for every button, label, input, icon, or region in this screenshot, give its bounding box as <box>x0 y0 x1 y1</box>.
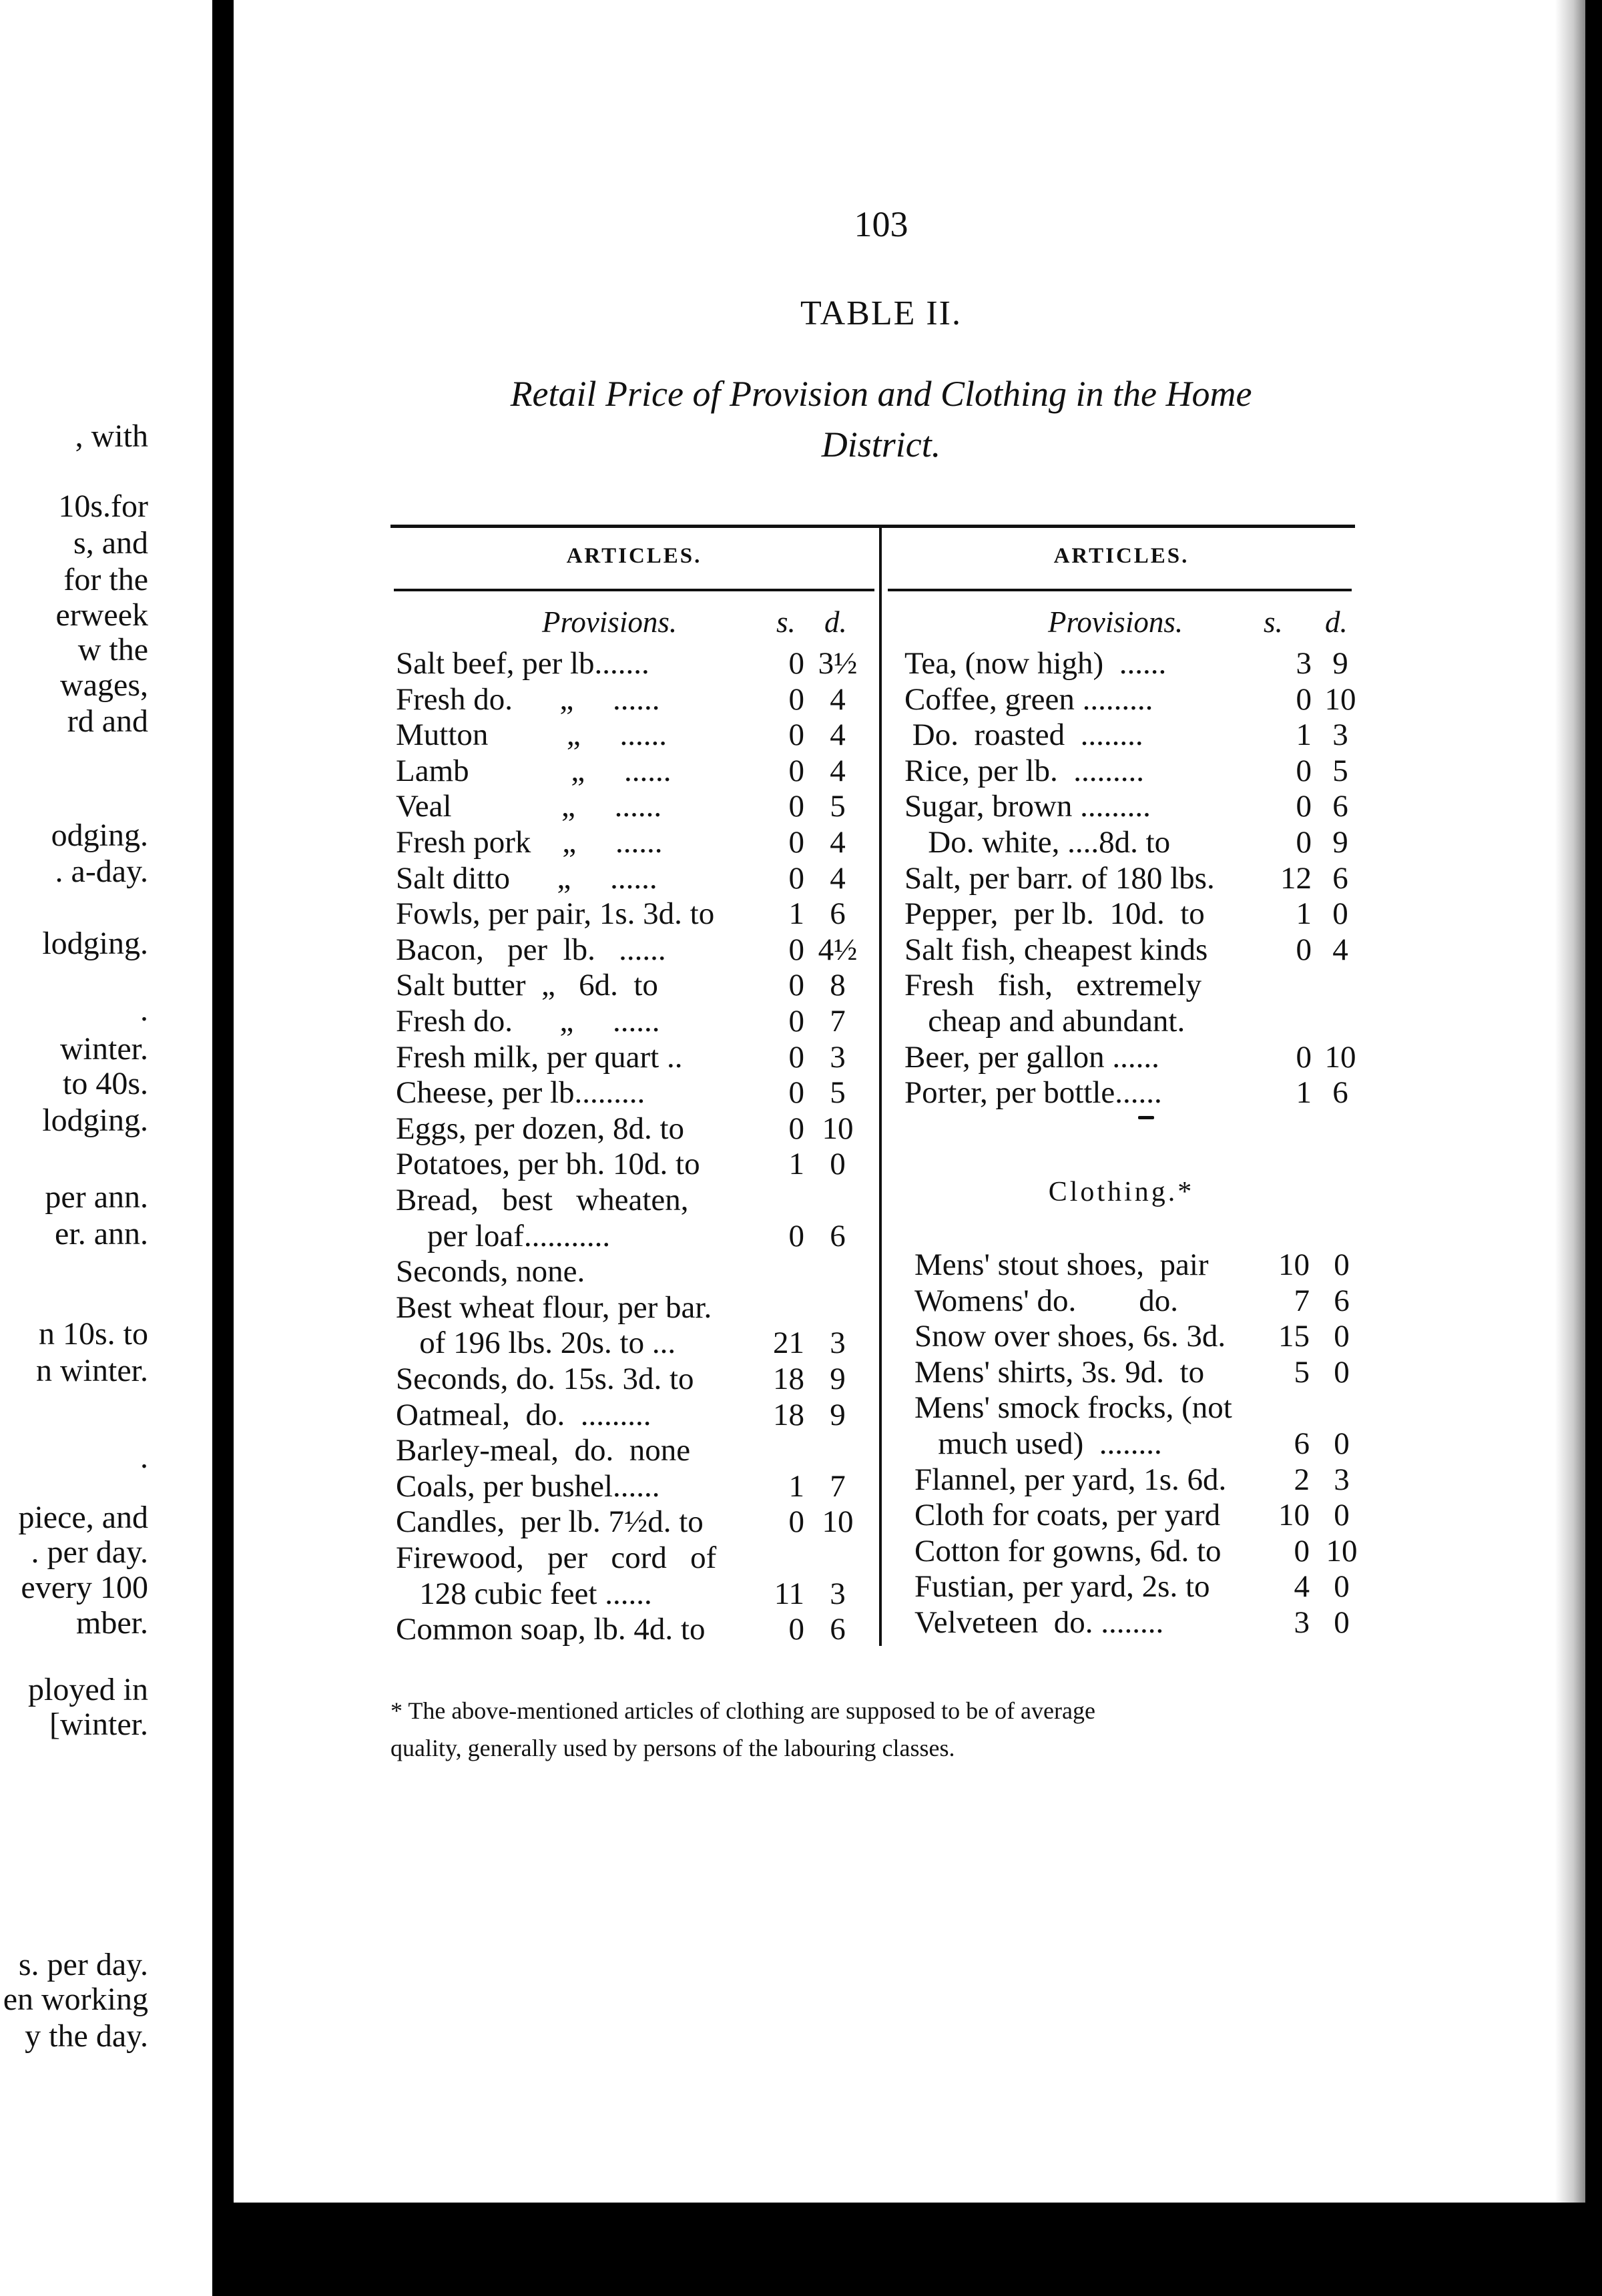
article-name: Velveteen do. ........ <box>914 1605 1164 1640</box>
price-shillings: 0 <box>1296 753 1312 788</box>
clothing-row <box>914 1462 1358 1498</box>
right-column-header: ARTICLES. <box>1053 544 1189 568</box>
previous-page-fragment: winter. <box>60 1031 148 1067</box>
article-name: Snow over shoes, 6s. 3d. <box>914 1319 1226 1354</box>
provision-row <box>904 967 1358 1003</box>
provision-row <box>904 645 1358 681</box>
price-pence: 7 <box>830 1004 846 1039</box>
price-pence: 10 <box>822 1111 854 1146</box>
table-subtitle <box>461 368 1302 470</box>
previous-page-fragment: wages, <box>60 667 148 703</box>
price-shillings: 0 <box>788 1004 804 1039</box>
price-shillings: 0 <box>788 789 804 824</box>
article-name: per loaf........... <box>396 1218 611 1253</box>
price-pence: 0 <box>1334 1569 1350 1605</box>
article-name: Coffee, green ......... <box>904 681 1153 717</box>
article-name: Rice, per lb. ......... <box>904 753 1144 788</box>
article-name: Seconds, do. 15s. 3d. to <box>396 1362 694 1396</box>
provision-row <box>396 824 876 860</box>
price-pence: 0 <box>1332 896 1348 932</box>
price-shillings: 12 <box>1280 860 1312 896</box>
table-title: TABLE II. <box>800 294 962 332</box>
price-shillings: 0 <box>1296 681 1312 717</box>
provision-row <box>396 1576 876 1612</box>
article-name: Fowls, per pair, 1s. 3d. to <box>396 896 715 932</box>
price-shillings: 15 <box>1278 1319 1310 1354</box>
clothing-row <box>914 1390 1358 1426</box>
price-pence: 4½ <box>818 932 858 967</box>
previous-page-fragment: [winter. <box>49 1707 148 1742</box>
provision-row <box>396 788 876 824</box>
price-shillings: 0 <box>788 718 804 753</box>
price-shillings: 0 <box>788 1075 804 1111</box>
price-pence: 3½ <box>818 646 858 681</box>
price-shillings: 3 <box>1294 1605 1310 1640</box>
price-pence: 9 <box>1332 825 1348 860</box>
left-header-rule <box>394 589 874 591</box>
provision-row <box>904 753 1358 789</box>
price-shillings: 0 <box>1296 789 1312 824</box>
article-name: Bread, best wheaten, <box>396 1183 689 1217</box>
price-shillings: 0 <box>788 753 804 788</box>
price-shillings: 1 <box>788 1468 804 1504</box>
article-name: Do. roasted ........ <box>904 718 1143 753</box>
article-name: Lamb „ ...... <box>396 753 672 788</box>
left-section-provisions: Provisions. <box>542 605 678 639</box>
price-shillings: 18 <box>773 1362 804 1396</box>
article-name: Sugar, brown ......... <box>904 789 1151 824</box>
article-name: Cotton for gowns, 6d. to <box>914 1533 1222 1568</box>
previous-page-fragment: er. ann. <box>55 1216 148 1251</box>
price-pence: 4 <box>1332 932 1348 967</box>
right-unit-shillings: s. <box>1264 605 1283 639</box>
provision-row <box>396 1504 876 1540</box>
price-pence: 0 <box>1334 1605 1350 1640</box>
article-name: Veal „ ...... <box>396 789 662 824</box>
footnote <box>390 1692 1392 1767</box>
clothing-row <box>914 1426 1358 1462</box>
article-name: Tea, (now high) ...... <box>904 646 1167 681</box>
right-section-provisions: Provisions. <box>1048 605 1183 639</box>
price-shillings: 5 <box>1294 1354 1310 1390</box>
provision-row <box>904 1075 1358 1111</box>
article-name: Bacon, per lb. ...... <box>396 932 666 967</box>
previous-page-fragment: to 40s. <box>62 1066 148 1101</box>
article-name: Flannel, per yard, 1s. 6d. <box>914 1462 1227 1497</box>
provision-row <box>396 1039 876 1075</box>
provision-row <box>396 932 876 968</box>
price-pence: 7 <box>830 1468 846 1504</box>
previous-page-fragment: . per day. <box>31 1534 148 1570</box>
price-pence: 3 <box>1334 1462 1350 1497</box>
previous-page-fragment: . <box>140 1440 148 1475</box>
previous-page-fragment: every 100 <box>21 1570 148 1605</box>
article-name: Cheese, per lb......... <box>396 1075 645 1111</box>
price-pence: 9 <box>1332 646 1348 681</box>
previous-page-fragment: en working <box>3 1982 148 2017</box>
footnote-line-2: quality, generally used by persons of the labouring classes. <box>390 1735 955 1761</box>
provision-row <box>396 1111 876 1147</box>
article-name: Fresh milk, per quart .. <box>396 1039 683 1075</box>
price-shillings: 0 <box>788 860 804 896</box>
price-shillings: 1 <box>1296 718 1312 753</box>
previous-page-fragment: s. per day. <box>18 1947 148 1982</box>
price-pence: 6 <box>1332 1075 1348 1111</box>
article-name: 128 cubic feet ...... <box>396 1576 652 1611</box>
price-pence: 0 <box>830 1147 846 1182</box>
article-name: Candles, per lb. 7½d. to <box>396 1504 704 1540</box>
provision-row <box>396 681 876 718</box>
provision-row <box>396 1611 876 1647</box>
left-unit-shillings: s. <box>776 605 796 639</box>
provision-row <box>904 1039 1358 1075</box>
article-name: Porter, per bottle...... <box>904 1075 1162 1111</box>
price-pence: 0 <box>1334 1319 1350 1354</box>
price-shillings: 10 <box>1278 1247 1310 1282</box>
clothing-row <box>914 1605 1358 1641</box>
price-pence: 8 <box>830 968 846 1003</box>
clothing-row <box>914 1318 1358 1354</box>
provision-row <box>396 1397 876 1433</box>
article-name: cheap and abundant. <box>904 1004 1185 1039</box>
provision-row <box>396 1075 876 1111</box>
previous-page-fragment: w the <box>77 632 148 667</box>
article-name: Potatoes, per bh. 10d. to <box>396 1147 700 1182</box>
price-shillings: 0 <box>788 681 804 717</box>
article-name: Firewood, per cord of <box>396 1540 717 1575</box>
price-pence: 0 <box>1334 1498 1350 1533</box>
previous-page-fragment: per ann. <box>45 1179 148 1215</box>
price-pence: 0 <box>1334 1426 1350 1461</box>
provision-row <box>396 1540 876 1576</box>
price-pence: 0 <box>1334 1354 1350 1390</box>
article-name: Seconds, none. <box>396 1254 585 1289</box>
price-pence: 5 <box>830 1075 846 1111</box>
price-shillings: 0 <box>788 646 804 681</box>
provision-row <box>904 860 1358 896</box>
provision-row <box>396 1218 876 1254</box>
provision-row <box>396 1325 876 1361</box>
provision-row <box>904 788 1358 824</box>
previous-page-fragment: . <box>140 992 148 1028</box>
price-pence: 3 <box>1332 718 1348 753</box>
provision-row <box>396 1468 876 1504</box>
previous-page-fragment: odging. <box>51 818 148 853</box>
previous-page-fragment: lodging. <box>42 926 148 961</box>
provision-row <box>904 896 1358 932</box>
provision-row <box>396 645 876 681</box>
column-divider <box>879 525 882 1646</box>
price-shillings: 0 <box>788 1504 804 1540</box>
previous-page-fragment: y the day. <box>25 2018 148 2054</box>
provision-row <box>904 1003 1358 1039</box>
article-name: Pepper, per lb. 10d. to <box>904 896 1205 932</box>
price-pence: 6 <box>1332 860 1348 896</box>
previous-page-fragment: piece, and <box>18 1500 148 1535</box>
price-shillings: 0 <box>788 1612 804 1647</box>
previous-page-strip <box>0 0 212 2296</box>
article-name: Salt butter „ 6d. to <box>396 968 658 1003</box>
article-name: Mens' shirts, 3s. 9d. to <box>914 1354 1205 1390</box>
article-name: Best wheat flour, per bar. <box>396 1289 712 1325</box>
provision-row <box>904 932 1358 968</box>
article-name: much used) ........ <box>914 1426 1162 1461</box>
previous-page-fragment: for the <box>63 562 148 597</box>
article-name: Cloth for coats, per yard <box>914 1498 1221 1533</box>
price-pence: 6 <box>830 896 846 932</box>
price-shillings: 7 <box>1294 1283 1310 1318</box>
article-name: Common soap, lb. 4d. to <box>396 1612 706 1647</box>
previous-page-fragment: ployed in <box>28 1672 148 1707</box>
price-shillings: 1 <box>788 896 804 932</box>
price-pence: 4 <box>830 860 846 896</box>
previous-page-fragment: rd and <box>67 703 148 739</box>
provision-row <box>904 681 1358 718</box>
price-shillings: 0 <box>1296 932 1312 967</box>
subtitle-line-1: Retail Price of Provision and Clothing in the Home <box>510 374 1252 414</box>
article-name: Salt, per barr. of 180 lbs. <box>904 860 1215 896</box>
price-pence: 10 <box>1324 681 1356 717</box>
price-pence: 10 <box>1324 1039 1356 1075</box>
article-name: Mens' smock frocks, (not <box>914 1390 1232 1426</box>
article-name: Eggs, per dozen, 8d. to <box>396 1111 685 1146</box>
footnote-line-1: * The above-mentioned articles of clothing are supposed to be of average <box>390 1697 1095 1724</box>
price-shillings: 0 <box>1294 1533 1310 1568</box>
article-name: Oatmeal, do. ......... <box>396 1397 651 1432</box>
price-pence: 3 <box>830 1576 846 1611</box>
provision-row <box>904 717 1358 753</box>
article-name: Fresh do. „ ...... <box>396 681 660 717</box>
right-header-rule <box>888 589 1352 591</box>
price-pence: 4 <box>830 753 846 788</box>
price-pence: 6 <box>830 1218 846 1253</box>
separator-dash <box>1138 1116 1154 1119</box>
article-name: Fustian, per yard, 2s. to <box>914 1569 1210 1605</box>
price-shillings: 0 <box>788 825 804 860</box>
price-shillings: 0 <box>1296 825 1312 860</box>
price-shillings: 0 <box>1296 1039 1312 1075</box>
price-shillings: 0 <box>788 1039 804 1075</box>
previous-page-fragment: 10s.for <box>58 489 148 524</box>
article-name: Do. white, ....8d. to <box>904 825 1171 860</box>
provision-row <box>396 1361 876 1397</box>
price-shillings: 1 <box>1296 1075 1312 1111</box>
article-name: Coals, per bushel...... <box>396 1468 660 1504</box>
price-pence: 4 <box>830 825 846 860</box>
price-shillings: 0 <box>788 932 804 967</box>
article-name: Fresh pork „ ...... <box>396 825 663 860</box>
previous-page-fragment: erweek <box>55 597 148 633</box>
price-shillings: 0 <box>788 968 804 1003</box>
price-pence: 4 <box>830 681 846 717</box>
provision-row <box>396 1003 876 1039</box>
price-pence: 3 <box>830 1039 846 1075</box>
article-name: Salt fish, cheapest kinds <box>904 932 1208 967</box>
price-shillings: 2 <box>1294 1462 1310 1497</box>
price-pence: 4 <box>830 718 846 753</box>
provision-row <box>396 1432 876 1468</box>
clothing-row <box>914 1568 1358 1605</box>
provision-row <box>396 1182 876 1218</box>
provision-row <box>396 753 876 789</box>
price-shillings: 3 <box>1296 646 1312 681</box>
previous-page-fragment: n winter. <box>36 1353 148 1388</box>
price-shillings: 18 <box>773 1397 804 1432</box>
price-shillings: 0 <box>788 1111 804 1146</box>
previous-page-fragment: s, and <box>73 525 148 561</box>
left-unit-pence: d. <box>824 605 847 639</box>
article-name: Fresh fish, extremely <box>904 968 1202 1003</box>
price-shillings: 6 <box>1294 1426 1310 1461</box>
price-pence: 3 <box>830 1326 846 1361</box>
price-shillings: 4 <box>1294 1569 1310 1605</box>
provision-row <box>396 860 876 896</box>
price-shillings: 21 <box>773 1326 804 1361</box>
price-shillings: 10 <box>1278 1498 1310 1533</box>
previous-page-fragment: . a-day. <box>55 854 148 889</box>
provision-row <box>904 824 1358 860</box>
article-name: Mutton „ ...... <box>396 718 668 753</box>
price-pence: 0 <box>1334 1247 1350 1282</box>
previous-page-fragment: lodging. <box>42 1103 148 1138</box>
previous-page-fragment: n 10s. to <box>38 1316 148 1352</box>
provision-row <box>396 896 876 932</box>
price-pence: 10 <box>822 1504 854 1540</box>
price-shillings: 0 <box>788 1218 804 1253</box>
price-pence: 5 <box>830 789 846 824</box>
article-name: Beer, per gallon ...... <box>904 1039 1159 1075</box>
article-name: of 196 lbs. 20s. to ... <box>396 1326 676 1361</box>
article-name: Salt beef, per lb....... <box>396 646 649 681</box>
clothing-row <box>914 1533 1358 1569</box>
price-pence: 6 <box>1332 789 1348 824</box>
price-pence: 9 <box>830 1397 846 1432</box>
clothing-row <box>914 1497 1358 1533</box>
provision-row <box>396 1253 876 1289</box>
left-column-header: ARTICLES. <box>566 544 702 568</box>
price-shillings: 1 <box>788 1147 804 1182</box>
price-shillings: 11 <box>774 1576 804 1611</box>
clothing-row <box>914 1283 1358 1319</box>
article-name: Womens' do. do. <box>914 1283 1179 1318</box>
price-pence: 6 <box>830 1612 846 1647</box>
provision-row <box>396 717 876 753</box>
right-unit-pence: d. <box>1325 605 1348 639</box>
previous-page-fragment: , with <box>75 418 148 454</box>
clothing-row <box>914 1354 1358 1390</box>
article-name: Fresh do. „ ...... <box>396 1004 660 1039</box>
article-name: Salt ditto „ ...... <box>396 860 657 896</box>
article-name: Barley-meal, do. none <box>396 1433 691 1468</box>
price-pence: 6 <box>1334 1283 1350 1318</box>
clothing-section-header: Clothing.* <box>1048 1177 1195 1207</box>
price-pence: 10 <box>1326 1533 1358 1568</box>
subtitle-line-2: District. <box>821 424 941 465</box>
provision-row <box>396 1289 876 1326</box>
clothing-row <box>914 1247 1358 1283</box>
price-pence: 5 <box>1332 753 1348 788</box>
previous-page-fragment: mber. <box>76 1605 148 1641</box>
table-top-rule <box>390 525 1355 528</box>
price-shillings: 1 <box>1296 896 1312 932</box>
price-pence: 9 <box>830 1362 846 1396</box>
page-number: 103 <box>854 204 908 244</box>
provision-row <box>396 967 876 1003</box>
provision-row <box>396 1146 876 1182</box>
article-name: Mens' stout shoes, pair <box>914 1247 1209 1282</box>
